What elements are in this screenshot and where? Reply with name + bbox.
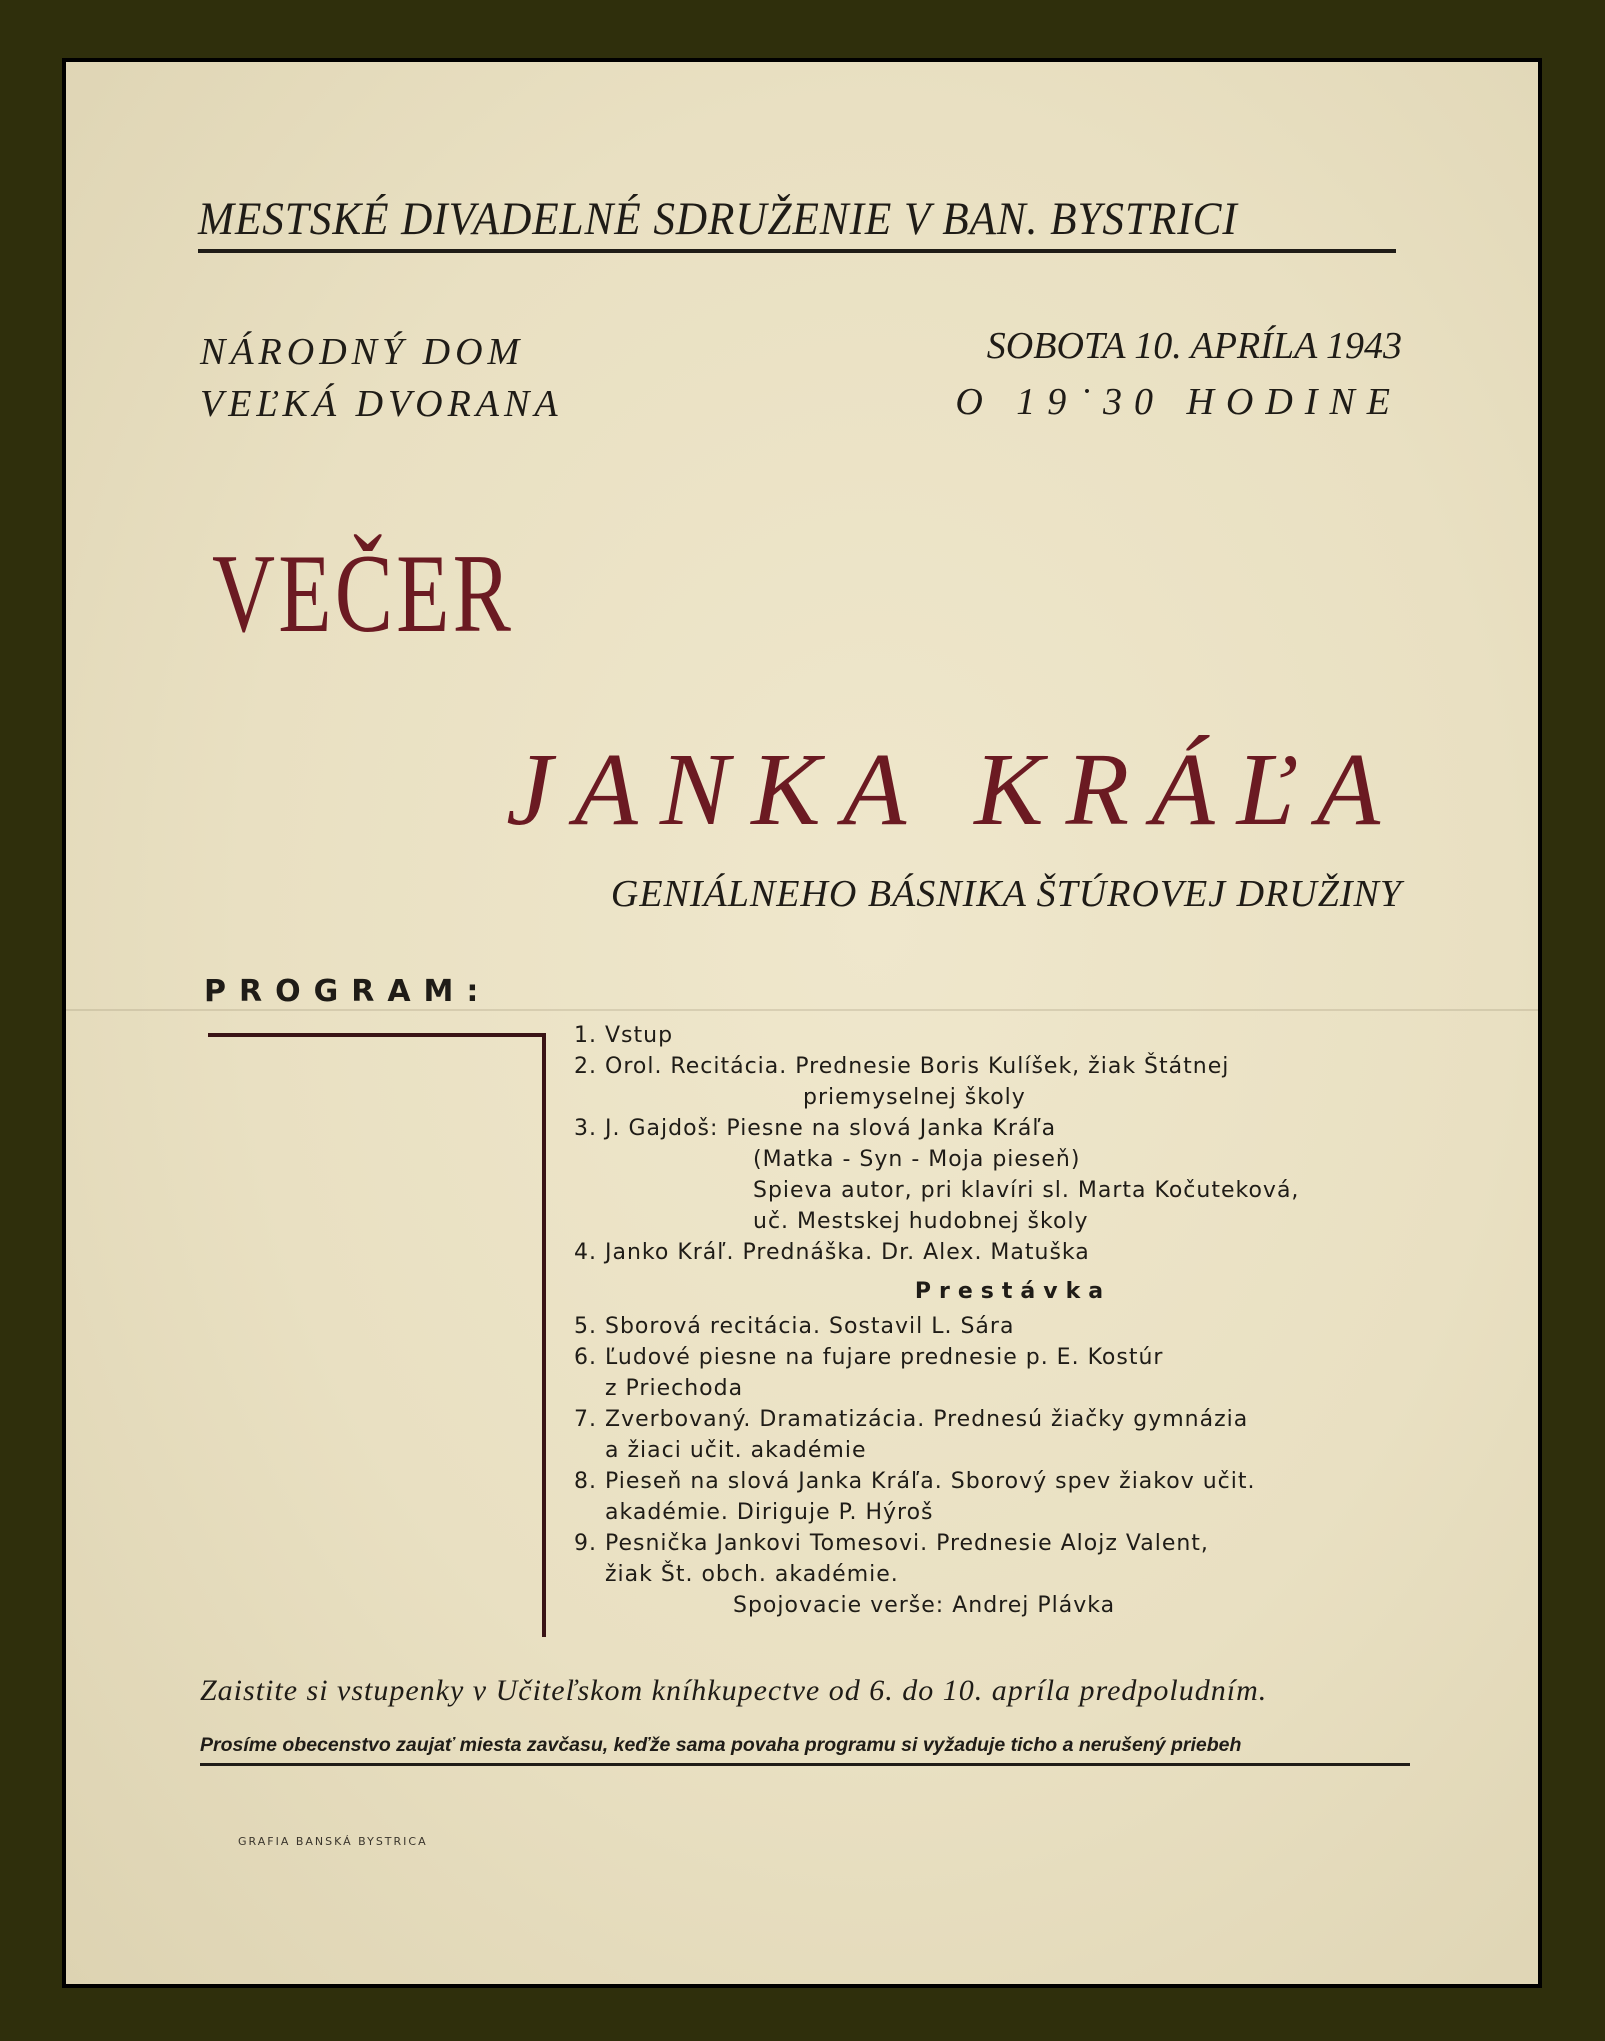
program-item-continued: uč. Mestskej hudobnej školy (753, 1209, 1089, 1234)
program-bracket-side (542, 1033, 546, 1637)
program-item: 8. Pieseň na slová Janka Kráľa. Sborový spev žiakov učit. (574, 1469, 1256, 1494)
program-item: 6. Ľudové piesne na fujare prednesie p. E. Kostúr (574, 1345, 1164, 1370)
title-line-2: JANKA KRÁĽA (506, 732, 1402, 847)
program-item-continued: z Priechoda (605, 1376, 744, 1401)
program-item: 3. J. Gajdoš: Piesne na slová Janka Kráľa (574, 1116, 1057, 1141)
program-item: 9. Pesnička Jankovi Tomesovi. Prednesie Alojz Valent, (574, 1531, 1209, 1556)
program-item-continued: Spojovacie verše: Andrej Plávka (733, 1593, 1116, 1618)
program-item-continued: a žiaci učit. akadémie (605, 1438, 867, 1463)
header-rule (198, 249, 1396, 253)
program-bracket-top (208, 1033, 546, 1037)
printer-imprint: GRAFIA BANSKÁ BYSTRICA (238, 1835, 428, 1848)
date-line-1: SOBOTA 10. APRÍLA 1943 (986, 325, 1402, 367)
intermission-label: Prestávka (914, 1279, 1112, 1304)
program-item: 4. Janko Kráľ. Prednáška. Dr. Alex. Matuška (574, 1240, 1090, 1265)
program-item: 2. Orol. Recitácia. Prednesie Boris Kulíšek, žiak Štátnej (574, 1054, 1230, 1079)
program-list (563, 1020, 1463, 1621)
program-item-continued: (Matka - Syn - Moja pieseň) (753, 1147, 1081, 1172)
program-item: 5. Sborová recitácia. Sostavil L. Sára (574, 1314, 1015, 1339)
program-item-continued: Spieva autor, pri klavíri sl. Marta Kočuteková, (753, 1178, 1300, 1203)
program-heading: PROGRAM: (204, 974, 492, 1009)
venue-line-2: VEĽKÁ DVORANA (200, 383, 563, 425)
program-item: 1. Vstup (574, 1023, 674, 1048)
program-item-continued: priemyselnej školy (803, 1085, 1026, 1110)
note-underline (200, 1763, 1410, 1766)
date-line-2: O 19˙30 HODINE (955, 381, 1402, 423)
venue-line-1: NÁRODNÝ DOM (200, 331, 525, 373)
fold-crease (66, 1009, 1538, 1011)
program-item-continued: žiak Št. obch. akadémie. (605, 1562, 899, 1587)
program-item: 7. Zverbovaný. Dramatizácia. Prednesú žiačky gymnázia (574, 1407, 1249, 1432)
title-line-1: VEČER (212, 532, 514, 656)
audience-note: Prosíme obecenstvo zaujať miesta zavčasu, keďže sama povaha programu si vyžaduje ticho a nerušený priebeh (200, 1734, 1242, 1756)
program-item-continued: akadémie. Diriguje P. Hýroš (605, 1500, 934, 1525)
ticket-info: Zaistite si vstupenky v Učiteľskom kníhkupectve od 6. do 10. apríla predpoludním. (200, 1674, 1268, 1707)
organizer-heading: MESTSKÉ DIVADELNÉ SDRUŽENIE V BAN. BYSTRICI (198, 193, 1238, 245)
poster-paper (66, 62, 1538, 1984)
subtitle: GENIÁLNEHO BÁSNIKA ŠTÚROVEJ DRUŽINY (610, 873, 1402, 915)
